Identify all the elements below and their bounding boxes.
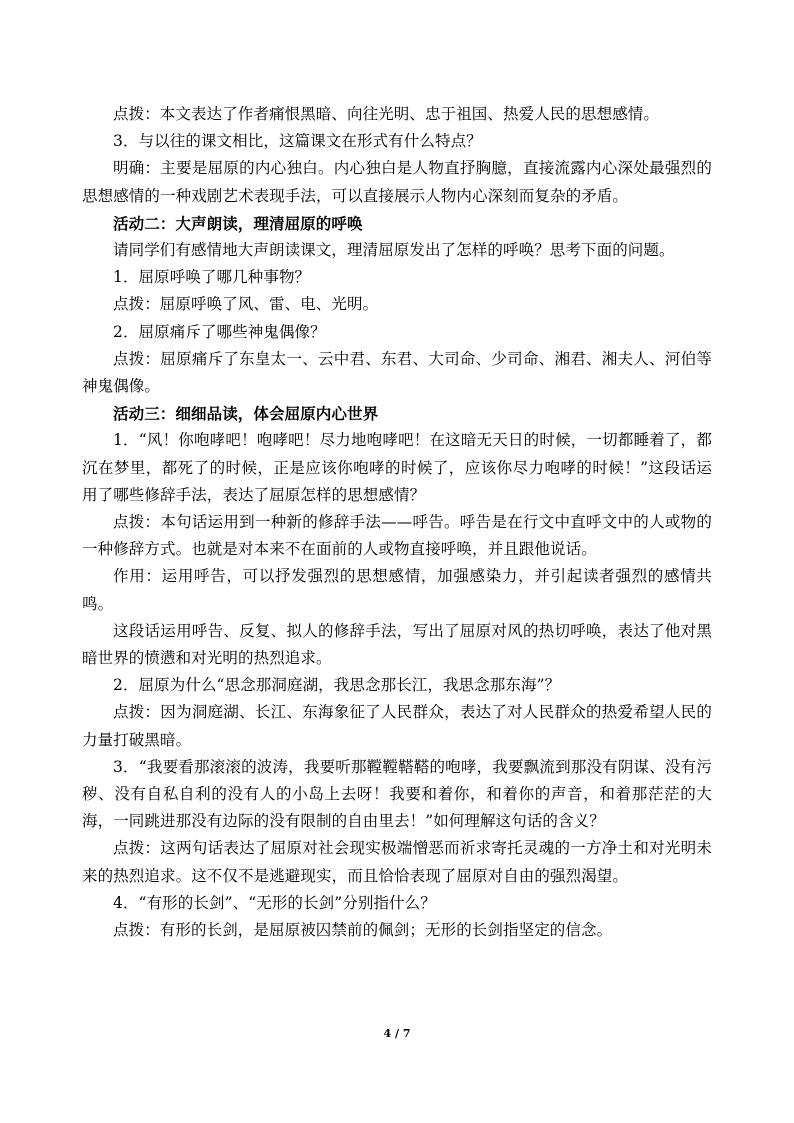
paragraph: 2．屈原痛斥了哪些神鬼偶像？ (113, 322, 326, 341)
paragraph: 作用：运用呼告，可以抒发强烈的思想感情，加强感染力，并引起读者强烈的感情共鸣。 (82, 567, 712, 613)
paragraph: 点拨：本句话运用到一种新的修辞手法——呼告。呼告是在行文中直呼文中的人或物的一种修辞方式。也就是对本来不在面前的人或物直接呼唤，并且跟他说话。 (82, 513, 712, 559)
document-body (82, 101, 712, 944)
section-heading: 活动三：细细品读，体会屈原内心世界 (113, 404, 379, 424)
paragraph: 4．“有形的长剑”、“无形的长剑”分别指什么？ (113, 893, 436, 912)
paragraph: 点拨：因为洞庭湖、长江、东海象征了人民群众，表达了对人民群众的热爱希望人民的力量打破黑暗。 (82, 703, 712, 749)
paragraph: 点拨：屈原痛斥了东皇太一、云中君、东君、大司命、少司命、湘君、湘夫人、河伯等神鬼偶像。 (82, 349, 712, 396)
paragraph: 1．屈原呼唤了哪几种事物？ (113, 268, 311, 287)
paragraph: 点拨：有形的长剑，是屈原被囚禁前的佩剑；无形的长剑指坚定的信念。 (113, 921, 613, 940)
paragraph: 点拨：这两句话表达了屈原对社会现实极端憎恶而祈求寄托灵魂的一方净土和对光明未来的热烈追求。这不仅不是逃避现实，而且恰恰表现了屈原对自由的强烈渴望。 (82, 839, 712, 885)
paragraph: 点拨：屈原呼唤了风、雷、电、光明。 (113, 295, 379, 314)
paragraph: 1．“风！你咆哮吧！咆哮吧！尽力地咆哮吧！在这暗无天日的时候，一切都睡着了，都沉在梦里，都死了的时候，正是应该你咆哮的时候了，应该你尽力咆哮的时候！”这段话运用了哪些修辞手法，表达了屈原怎样的思想感情？ (82, 431, 712, 504)
paragraph: 3．“我要看那滚滚的波涛，我要听那鞺鞺鞳鞳的咆哮，我要飘流到那没有阴谋、没有污秽、没有自私自利的没有人的小岛上去呀！我要和着你，和着你的声音，和着那茫茫的大海，一同跳进那没有边际的没有限制的自由里去！”如何理解这句话的含义？ (82, 757, 712, 831)
paragraph: 请同学们有感情地大声朗读课文，理清屈原发出了怎样的呼唤？思考下面的问题。 (113, 241, 675, 260)
paragraph: 这段话运用呼告、反复、拟人的修辞手法，写出了屈原对风的热切呼唤，表达了他对黑暗世界的愤懑和对光明的热烈追求。 (82, 621, 712, 668)
section-heading: 活动二：大声朗读，理清屈原的呼唤 (113, 213, 363, 233)
paragraph: 2．屈原为什么“思念那洞庭湖，我思念那长江，我思念那东海”？ (113, 676, 561, 695)
page-number: 4 / 7 (383, 1027, 411, 1040)
paragraph: 3．与以往的课文相比，这篇课文在形式有什么特点？ (113, 132, 482, 151)
paragraph: 点拨：本文表达了作者痛恨黑暗、向往光明、忠于祖国、热爱人民的思想感情。 (113, 105, 660, 123)
paragraph: 明确：主要是屈原的内心独白。内心独白是人物直抒胸臆，直接流露内心深处最强烈的思想感情的一种戏剧艺术表现手法，可以直接展示人物内心深刻而复杂的矛盾。 (82, 159, 712, 205)
